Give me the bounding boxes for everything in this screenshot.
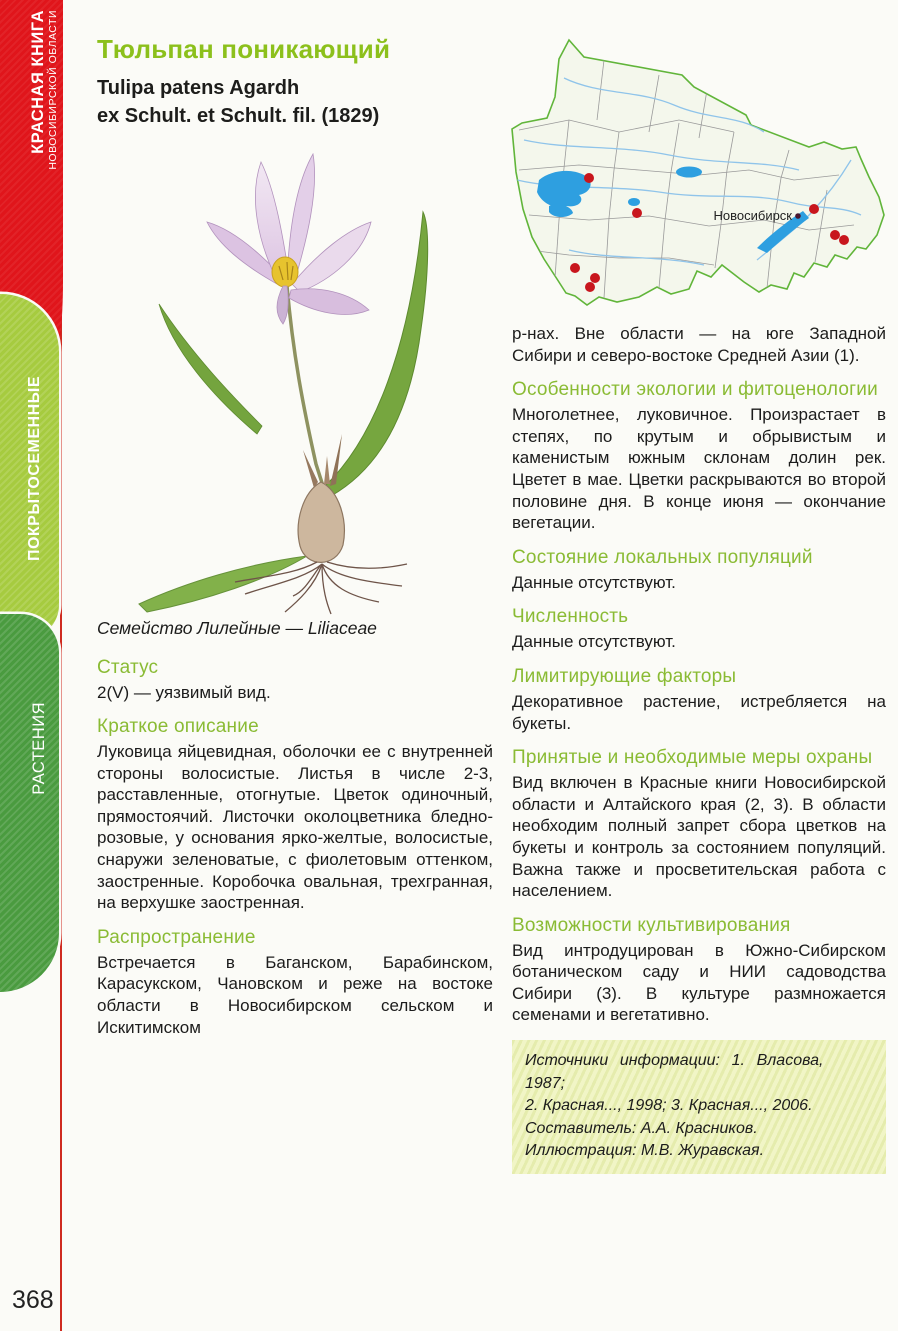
latin-line-2: ex Schult. et Schult. fil. (1829) (97, 105, 380, 127)
sources-line: Составитель: А.А. Красников. (525, 1119, 758, 1137)
section-ecology (512, 379, 886, 534)
section-description (97, 716, 493, 914)
section-heading: Численность (512, 606, 629, 628)
latin-line-1: Tulipa patens Agardh (97, 77, 300, 99)
book-title: КРАСНАЯ КНИГА (29, 10, 47, 154)
section-heading: Состояние локальных популяций (512, 546, 813, 568)
bulb (298, 482, 344, 562)
sources-box (512, 1040, 886, 1174)
section-body: Многолетнее, луковичное. Произрастает в степях, по крутым и обрывистым и каменистым южным склонам долин рек. Цветет в мае. Цветки раскрываются во второй половине дня. В конце июня — окончание вегетации. (512, 405, 886, 533)
region-map (509, 20, 889, 310)
section-heading: Статус (97, 656, 159, 678)
stamens (272, 257, 298, 287)
section-heading: Особенности экологии и фитоценологии (512, 379, 878, 401)
city-label: Новосибирск (713, 208, 792, 223)
section-body: Данные отсутствуют. (512, 632, 676, 652)
distribution-continuation: р-нах. Вне области — на юге Западной Сибири и северо-востоке Средней Азии (1). (512, 324, 886, 365)
occurrence-dot (632, 208, 642, 218)
section-body: Встречается в Баганском, Барабинском, Карасукском, Чановском и реже на востоке области в Новосибирском сельском и Искитимском (97, 952, 493, 1037)
section-distribution (97, 927, 493, 1038)
section-body: Вид включен в Красные книги Новосибирской области и Алтайского края (2, 3). В области необходим полный запрет сбора цветков на букеты и контроль за состоянием популяций. Важна также и просветительская работа с населением. (512, 773, 886, 901)
section-heading: Возможности культивирования (512, 914, 791, 936)
occurrence-dot (570, 263, 580, 273)
section-heading: Распространение (97, 926, 256, 948)
section-heading: Принятые и необходимые меры охраны (512, 747, 873, 769)
occurrence-dot (590, 273, 600, 283)
section-body: Вид интродуцирован в Южно-Сибирском ботаническом саду и НИИ садоводства Сибири (3). В культуре размножается семенами и вегетативно. (512, 940, 886, 1025)
bulb-tunic (324, 456, 330, 484)
spine-tab-plants (0, 614, 59, 992)
occurrence-dot (585, 282, 595, 292)
leaf-upper-left (159, 304, 262, 434)
section-body: Данные отсутствуют. (512, 572, 676, 592)
section-body: 2(V) — уязвимый вид. (97, 682, 271, 702)
city-marker (795, 213, 801, 219)
species-title: Тюльпан поникающий (97, 34, 391, 64)
species-latin-name (97, 74, 493, 130)
section-body: Декоративное растение, истребляется на букеты. (512, 691, 886, 733)
sources-line: Источники информации: 1. Власова, 1987; (525, 1052, 824, 1092)
section-heading: Лимитирующие факторы (512, 665, 737, 687)
section-protection-measures (512, 747, 886, 902)
section-status (97, 657, 493, 704)
page-number: 368 (12, 1286, 54, 1314)
spine-tab-plants-label: РАСТЕНИЯ (30, 702, 48, 795)
occurrence-dot (584, 173, 594, 183)
section-cultivation (512, 915, 886, 1026)
section-abundance (512, 606, 886, 653)
family-name: Семейство Лилейные — Liliaceae (97, 618, 377, 638)
sources-line: Иллюстрация: М.В. Журавская. (525, 1142, 765, 1160)
sources-line: 2. Красная..., 1998; 3. Красная..., 2006. (525, 1097, 813, 1115)
section-heading: Краткое описание (97, 716, 259, 738)
book-subtitle: НОВОСИБИРСКОЙ ОБЛАСТИ (47, 10, 59, 170)
leaf-lower-left (139, 556, 307, 612)
section-local-populations (512, 547, 886, 594)
occurrence-dot (830, 230, 840, 240)
spine-tab-angiosperms-label: ПОКРЫТОСЕМЕННЫЕ (26, 376, 43, 562)
tulip-illustration (97, 134, 493, 612)
spine-tab-angiosperms (0, 294, 59, 639)
section-body: Луковица яйцевидная, оболочки ее с внутренней стороны волосистые. Листья в числе 2-3, расставленные, отогнутые. Цветок одиночный, прямостоячий. Листочки околоцветника бледно-розовые, у основания ярко-желтые, волосистые, снаружи зеленоватые, с фиолетовым оттенком, заостренные. Коробочка овальная, трехгранная, на верхушке заостренная. (97, 742, 493, 913)
section-limiting-factors (512, 666, 886, 734)
occurrence-dot (839, 235, 849, 245)
occurrence-dot (809, 204, 819, 214)
tulip-drawing (117, 134, 467, 619)
distribution-map (509, 20, 886, 315)
